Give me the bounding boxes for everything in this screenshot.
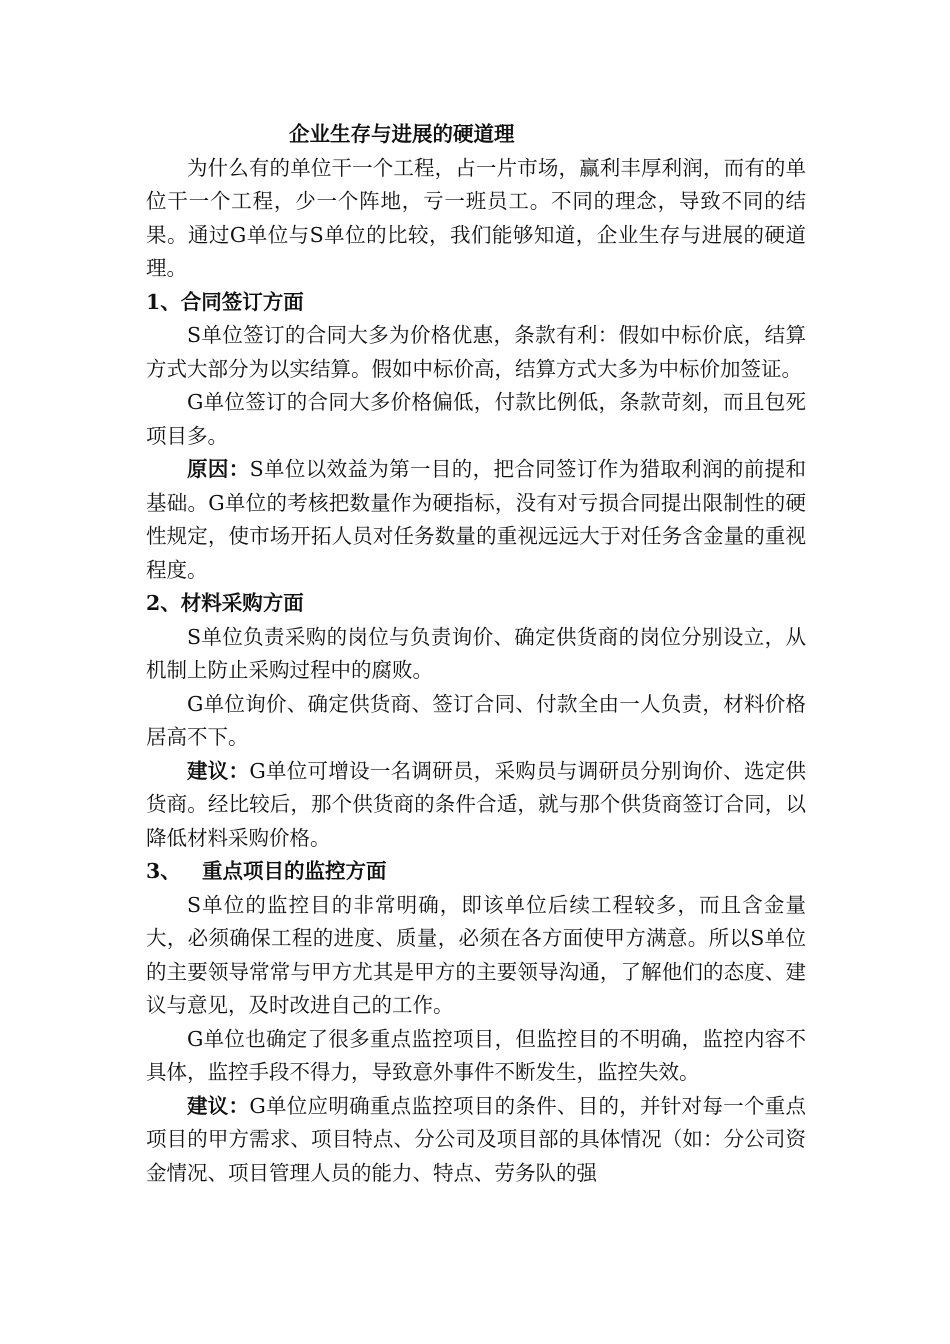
section-1-reason-paragraph [146, 453, 806, 587]
section-heading-1 [146, 286, 806, 320]
section-title: 材料采购方面 [180, 591, 304, 615]
reason-label: 原因： [187, 457, 250, 481]
suggestion-label: 建议： [187, 1093, 250, 1118]
section-number: 2、 [146, 591, 181, 615]
section-number: 3、 [146, 859, 181, 883]
section-3-paragraph-1: S单位的监控目的非常明确，即该单位后续工程较多，而且含金量大，必须确保工程的进度、质量，必须在各方面使甲方满意。所以S单位的主要领导常常与甲方尤其是甲方的主要领导沟通，了解他们的态度、建议与意见，及时改进自己的工作。 [146, 892, 806, 1017]
section-title: 重点项目的监控方面 [202, 859, 387, 883]
section-title: 合同签订方面 [180, 289, 304, 314]
suggestion-text: G单位可增设一名调研员，采购员与调研员分别询价、选定供货商。经比较后，那个供货商的条件合适，就与那个供货商签订合同，以降低材料采购价格。 [146, 758, 807, 850]
section-2-paragraph-2: G单位询价、确定供货商、签订合同、付款全由一人负责，材料价格居高不下。 [146, 691, 806, 749]
section-3-suggestion-paragraph [146, 1090, 806, 1191]
section-heading-3 [146, 855, 806, 889]
suggestion-label: 建议： [187, 758, 250, 783]
document-page [146, 118, 806, 1190]
section-1-paragraph-2: G单位签订的合同大多价格偏低，付款比例低，条款苛刻，而且包死项目多。 [146, 390, 806, 448]
section-2-paragraph-1: S单位负责采购的岗位与负责询价、确定供货商的岗位分别设立，从机制上防止采购过程中的腐败。 [146, 624, 806, 682]
section-number: 1、 [146, 289, 181, 314]
document-title: 企业生存与进展的硬道理 [289, 122, 515, 146]
intro-paragraph: 为什么有的单位干一个工程，占一片市场，赢利丰厚利润，而有的单位干一个工程，少一个阵地，亏一班员工。不同的理念，导致不同的结果。通过G单位与S单位的比较，我们能够知道，企业生存与进展的硬道理。 [146, 155, 806, 280]
section-2-suggestion-paragraph [146, 755, 806, 856]
section-heading-2 [146, 587, 806, 621]
reason-text: S单位以效益为第一目的，把合同签订作为猎取利润的前提和基础。G单位的考核把数量作为硬指标，没有对亏损合同提出限制性的硬性规定，使市场开拓人员对任务数量的重视远远大于对任务含金量的重视程度。 [146, 457, 807, 582]
section-1-paragraph-1: S单位签订的合同大多为价格优惠，条款有利：假如中标价底，结算方式大部分为以实结算。假如中标价高，结算方式大多为中标价加签证。 [146, 323, 806, 381]
section-3-paragraph-2: G单位也确定了很多重点监控项目，但监控目的不明确，监控内容不具体，监控手段不得力，导致意外事件不断发生，监控失效。 [146, 1026, 806, 1084]
suggestion-text: G单位应明确重点监控项目的条件、目的，并针对每一个重点项目的甲方需求、项目特点、分公司及项目部的具体情况（如：分公司资金情况、项目管理人员的能力、特点、劳务队的强 [146, 1093, 807, 1185]
